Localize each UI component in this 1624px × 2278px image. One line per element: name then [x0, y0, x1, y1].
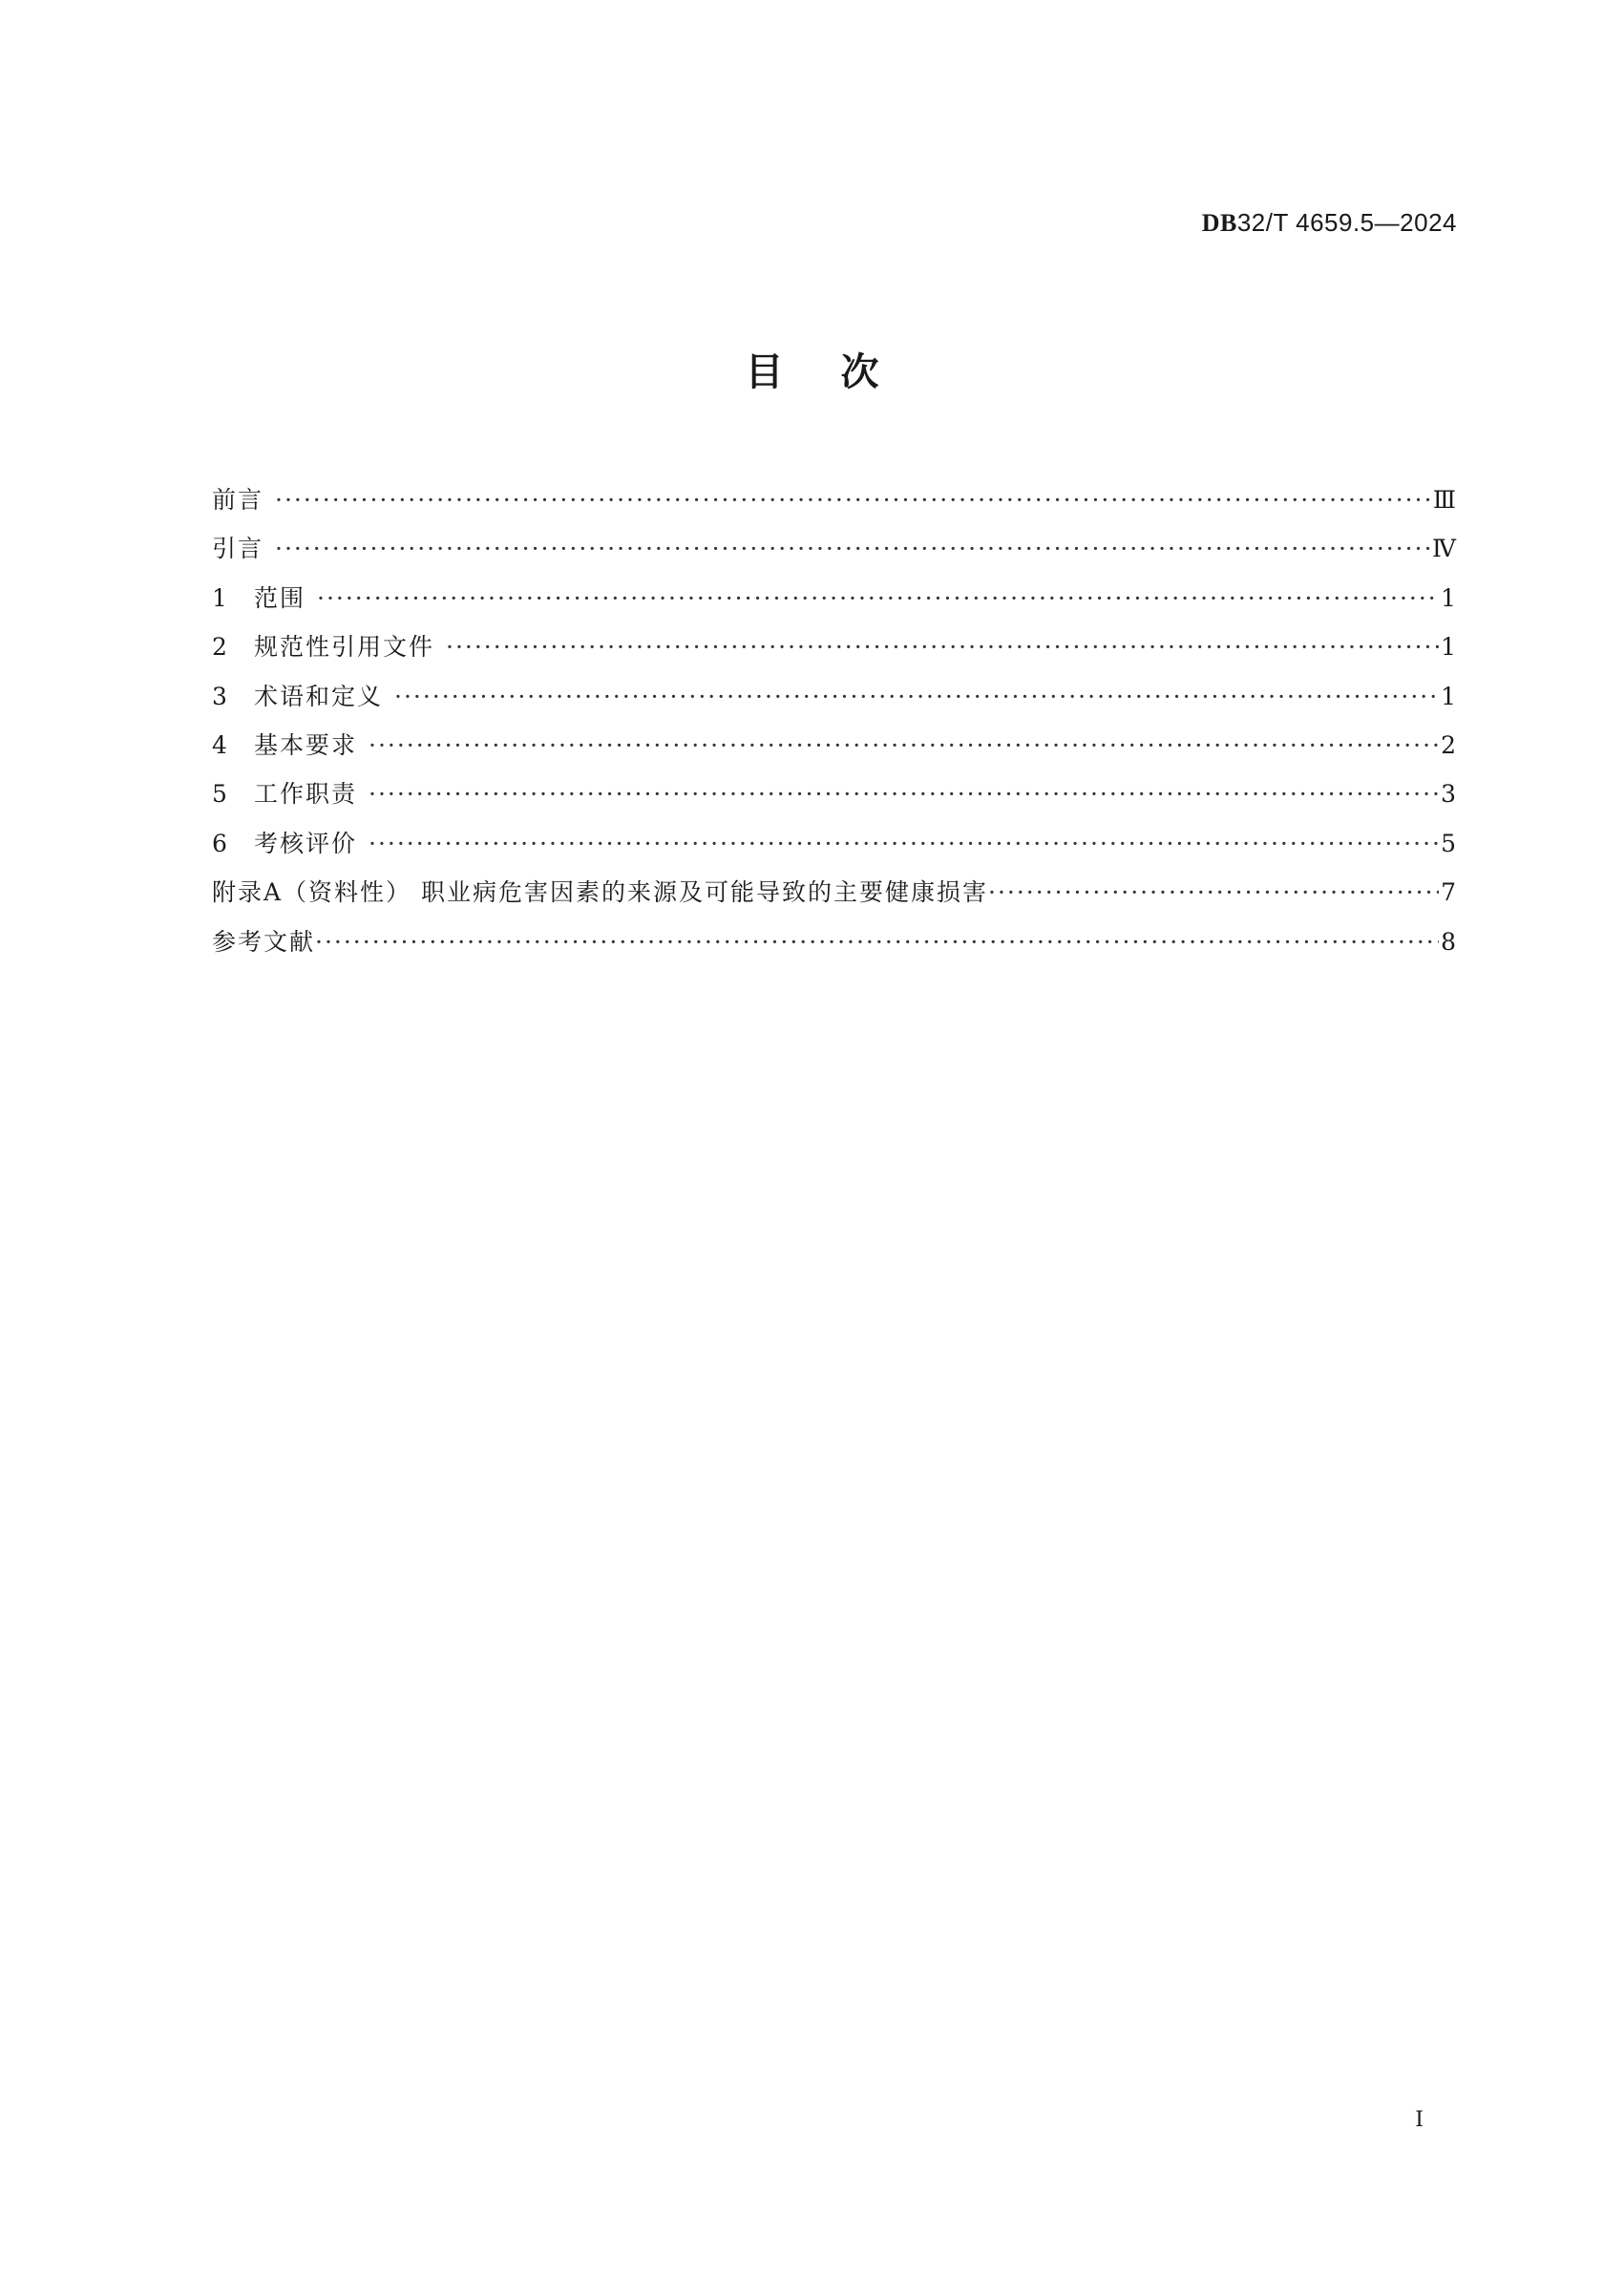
standard-code	[1202, 208, 1457, 238]
toc-leader-dots	[315, 918, 1439, 966]
toc-entry-number: 2	[212, 633, 227, 662]
toc-entry-terms-definitions[interactable]	[212, 672, 1456, 721]
toc-leader-dots	[275, 524, 1430, 573]
toc-title: 目次	[745, 350, 937, 394]
toc-entry-bibliography[interactable]	[212, 918, 1456, 966]
toc-entry-label: 前言	[212, 486, 264, 514]
toc-leader-dots	[394, 672, 1439, 721]
toc-entry-label: 6 考核评价	[212, 819, 357, 868]
toc-entry-assessment[interactable]	[212, 819, 1456, 868]
standard-code-prefix: DB	[1201, 209, 1237, 237]
toc-entry-basic-requirements[interactable]	[212, 721, 1456, 770]
toc-entry-number: 4	[212, 730, 227, 759]
toc-entry-page: 5	[1441, 829, 1456, 857]
toc-entry-foreword[interactable]	[212, 475, 1456, 524]
toc-entry-label: 参考文献	[212, 927, 316, 956]
toc-entry-responsibilities[interactable]	[212, 770, 1456, 818]
toc-leader-dots	[317, 574, 1439, 622]
toc-entry-label: 5 工作职责	[212, 770, 357, 818]
toc-entry-page: 1	[1441, 682, 1456, 710]
toc-leader-dots	[275, 475, 1431, 524]
toc-leader-dots	[369, 770, 1439, 818]
toc-leader-dots	[446, 622, 1439, 671]
toc-entry-label: 1 范围	[212, 574, 306, 622]
toc-entry-number: 1	[212, 583, 227, 612]
toc-leader-dots	[988, 868, 1439, 917]
toc-entry-page: 7	[1441, 878, 1456, 907]
toc-entry-appendix-a[interactable]	[212, 868, 1456, 917]
page-number: I	[1415, 2108, 1424, 2132]
table-of-contents	[212, 475, 1456, 966]
toc-entry-label: 引言	[212, 535, 264, 563]
toc-entry-page: Ⅳ	[1432, 535, 1456, 563]
toc-entry-scope[interactable]	[212, 574, 1456, 622]
toc-leader-dots	[369, 819, 1439, 868]
toc-leader-dots	[369, 721, 1439, 770]
toc-entry-page: 2	[1441, 730, 1456, 759]
toc-entry-page: 3	[1441, 780, 1456, 809]
toc-entry-introduction[interactable]	[212, 524, 1456, 573]
toc-entry-page: 1	[1441, 633, 1456, 662]
toc-entry-number: 3	[212, 682, 227, 710]
toc-entry-number: 5	[212, 780, 227, 809]
toc-entry-label: 2 规范性引用文件	[212, 622, 434, 671]
toc-entry-page: 8	[1441, 927, 1456, 956]
toc-entry-page: Ⅲ	[1432, 486, 1456, 514]
toc-entry-label: 4 基本要求	[212, 721, 357, 770]
toc-entry-number: 6	[212, 829, 227, 857]
toc-entry-page: 1	[1441, 583, 1456, 612]
standard-code-number: 32/T 4659.5—2024	[1236, 208, 1457, 237]
toc-entry-label: 3 术语和定义	[212, 672, 383, 721]
toc-entry-label: 附录A（资料性） 职业病危害因素的来源及可能导致的主要健康损害	[212, 878, 989, 907]
toc-entry-normative-references[interactable]	[212, 622, 1456, 671]
